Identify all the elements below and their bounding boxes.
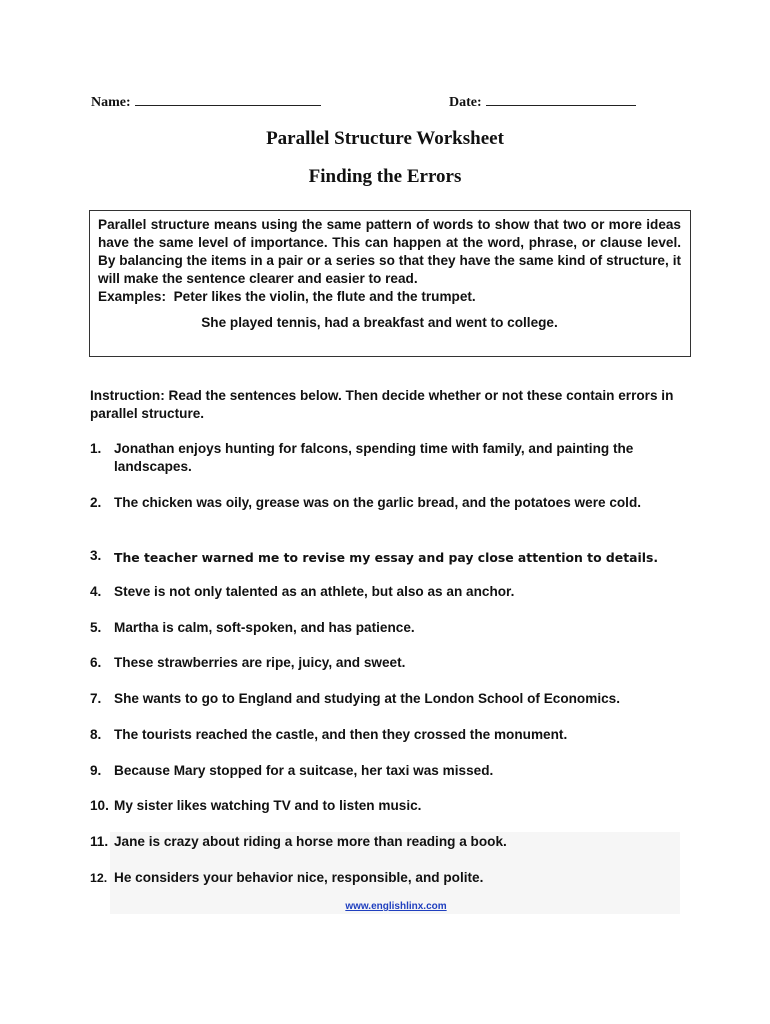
list-item bbox=[90, 762, 690, 780]
definition-box bbox=[89, 210, 691, 357]
item-number: 7. bbox=[90, 691, 102, 706]
item-number: 10. bbox=[90, 798, 109, 813]
instruction-text: Instruction: Read the sentences below. Then decide whether or not these contain errors in parallel structure. bbox=[90, 388, 674, 421]
list-item bbox=[90, 797, 690, 815]
definition-text: Parallel structure means using the same pattern of words to show that two or more ideas have the same level of importance. This can happen at the word, phrase, or clause level. By balancing the items in a pair or a series so that they have the same kind of structure, it will make the sentence clearer and easier to read. bbox=[98, 217, 681, 286]
item-text: My sister likes watching TV and to listen music. bbox=[114, 798, 422, 813]
item-number: 5. bbox=[90, 620, 102, 635]
item-number: 8. bbox=[90, 727, 102, 742]
list-item bbox=[90, 726, 690, 744]
list-item bbox=[90, 690, 690, 708]
worksheet-subtitle: Finding the Errors bbox=[308, 166, 462, 187]
example-1: Peter likes the violin, the flute and the trumpet. bbox=[173, 289, 476, 304]
item-number: 6. bbox=[90, 655, 102, 670]
item-text: Jane is crazy about riding a horse more than reading a book. bbox=[114, 834, 507, 849]
footer-website-link[interactable]: www.englishlinx.com bbox=[345, 901, 447, 912]
item-text: The teacher warned me to revise my essay and pay close attention to details. bbox=[114, 550, 659, 565]
item-number: 3. bbox=[90, 548, 102, 563]
date-label: Date: bbox=[449, 95, 482, 110]
item-text: These strawberries are ripe, juicy, and sweet. bbox=[114, 655, 406, 670]
item-text: The tourists reached the castle, and then they crossed the monument. bbox=[114, 727, 568, 742]
examples-label: Examples: bbox=[98, 289, 167, 304]
item-text: Martha is calm, soft-spoken, and has patience. bbox=[114, 620, 415, 635]
name-label: Name: bbox=[91, 95, 131, 110]
list-item bbox=[90, 547, 690, 567]
item-text: He considers your behavior nice, responsible, and polite. bbox=[114, 870, 484, 885]
item-text: She wants to go to England and studying at the London School of Economics. bbox=[114, 691, 620, 706]
list-item bbox=[90, 869, 690, 887]
item-text: The chicken was oily, grease was on the garlic bread, and the potatoes were cold. bbox=[114, 495, 642, 510]
list-item bbox=[90, 440, 690, 476]
date-blank-line[interactable] bbox=[486, 93, 636, 106]
item-number: 4. bbox=[90, 584, 102, 599]
item-number: 11. bbox=[90, 834, 109, 849]
example-2: She played tennis, had a breakfast and went to college. bbox=[201, 315, 558, 330]
item-number: 9. bbox=[90, 763, 102, 778]
examples-row bbox=[98, 288, 681, 306]
name-field[interactable] bbox=[91, 93, 321, 111]
item-number: 12. bbox=[90, 871, 108, 885]
name-blank-line[interactable] bbox=[135, 93, 321, 106]
list-item bbox=[90, 654, 690, 672]
item-number: 1. bbox=[90, 441, 102, 456]
item-number: 2. bbox=[90, 495, 102, 510]
list-item bbox=[90, 619, 690, 637]
worksheet-title: Parallel Structure Worksheet bbox=[266, 128, 504, 149]
header-fields bbox=[91, 93, 651, 113]
list-item bbox=[90, 583, 690, 601]
item-text: Jonathan enjoys hunting for falcons, spending time with family, and painting the landscapes. bbox=[114, 441, 634, 474]
item-text: Steve is not only talented as an athlete, but also as an anchor. bbox=[114, 584, 515, 599]
list-item bbox=[90, 494, 690, 512]
date-field[interactable] bbox=[449, 93, 636, 111]
list-item bbox=[90, 833, 690, 851]
item-text: Because Mary stopped for a suitcase, her taxi was missed. bbox=[114, 763, 494, 778]
